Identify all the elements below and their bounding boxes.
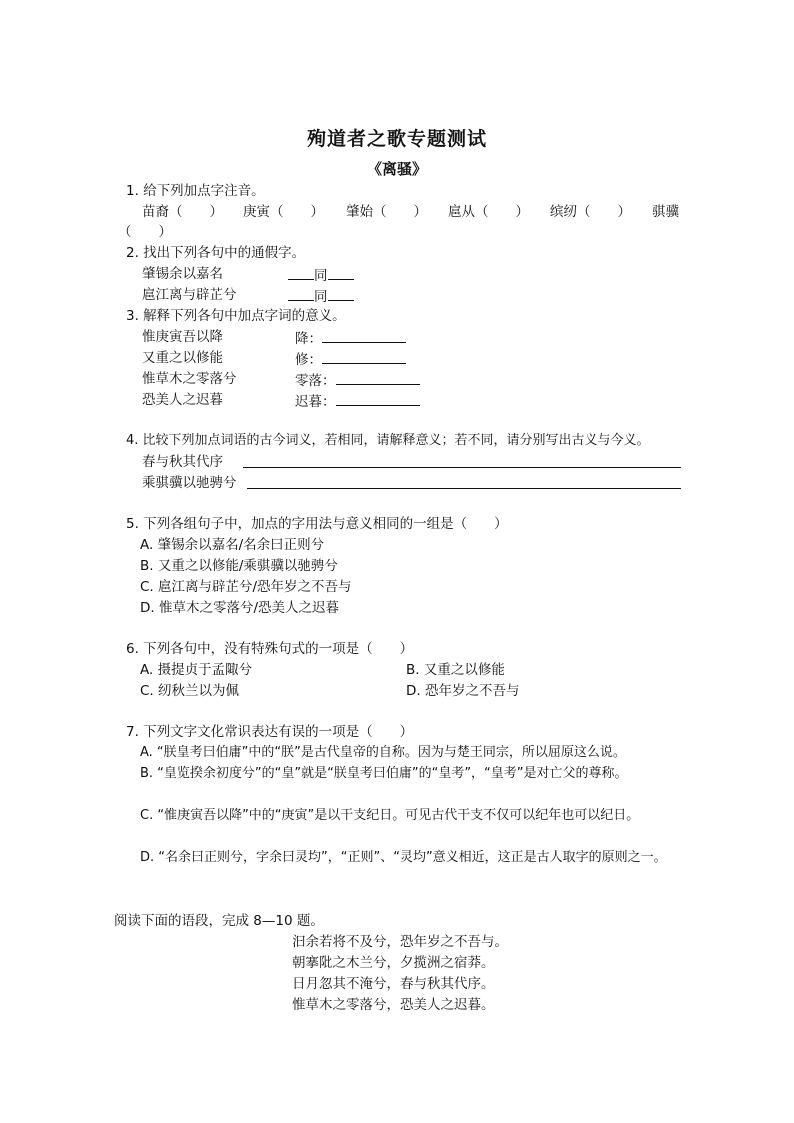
q3-answer: 零落： (295, 370, 420, 390)
q3-sentence: 惟庚寅吾以降 (142, 329, 223, 345)
q4-answer-line (247, 474, 681, 494)
q3-stem: 3. 解释下列各句中加点字词的意义。 (126, 308, 346, 324)
q6-option: A. 摄提贞于孟陬兮 (140, 662, 253, 678)
reading-line: 日月忽其不淹兮，春与秋其代序。 (292, 976, 495, 992)
q1-option: 苗裔（ ） (142, 204, 223, 220)
page-subtitle: 《离骚》 (366, 160, 427, 178)
q4-sentence: 春与秋其代序 (142, 454, 223, 470)
q7-option: B. “皇览揆余初度兮”的“皇”就是“朕皇考曰伯庸”的“皇考”，“皇考”是对亡父的尊称。 (140, 766, 628, 781)
page-title: 殉道者之歌专题测试 (306, 128, 487, 150)
q6-option: D. 恐年岁之不吾与 (406, 683, 520, 699)
q1-option: 缤纫（ ） (550, 204, 631, 220)
q1-option-wrap: （ ） (118, 224, 172, 240)
q4-sentence: 乘骐骥以驰骋兮 (142, 475, 237, 491)
q4-stem: 4. 比较下列加点词语的古今词义，若相同，请解释意义；若不同，请分别写出古义与今义。 (126, 433, 650, 448)
reading-line: 朝搴阰之木兰兮，夕揽洲之宿莽。 (292, 955, 495, 971)
q5-stem: 5. 下列各组句子中，加点的字用法与意义相同的一组是（ ） (126, 516, 508, 532)
q3-sentence: 又重之以修能 (142, 350, 223, 366)
q1-option: 骐骥 (652, 204, 679, 220)
q1-stem: 1. 给下列加点字注音。 (126, 183, 265, 199)
q5-option: D. 惟草木之零落兮/恐美人之迟暮 (140, 600, 340, 616)
q6-option: B. 又重之以修能 (406, 662, 505, 678)
q6-option: C. 纫秋兰以为佩 (140, 683, 240, 699)
q1-option: 肇始（ ） (346, 204, 427, 220)
q3-answer: 迟暮： (295, 391, 420, 411)
q1-option: 庚寅（ ） (243, 204, 324, 220)
q1-option: 扈从（ ） (448, 204, 529, 220)
q4-answer-line (243, 453, 681, 473)
q2-sentence: 扈江离与辟芷兮 (142, 287, 237, 303)
q2-sentence: 肇锡余以嘉名 (142, 266, 223, 282)
q5-option: C. 扈江离与辟芷兮/恐年岁之不吾与 (140, 579, 352, 595)
q3-sentence: 惟草木之零落兮 (142, 371, 237, 387)
q6-stem: 6. 下列各句中，没有特殊句式的一项是（ ） (126, 641, 414, 657)
q7-option: A. “朕皇考曰伯庸”中的“朕”是古代皇帝的自称。因为与楚王同宗，所以屈原这么说。 (140, 745, 626, 760)
reading-line: 惟草木之零落兮，恐美人之迟暮。 (292, 997, 495, 1013)
q7-stem: 7. 下列文字文化常识表达有误的一项是（ ） (126, 724, 414, 740)
q7-option: D. “名余曰正则兮，字余曰灵均”，“正则”、“灵均”意义相近，这正是古人取字的原则之一。 (140, 850, 667, 865)
q3-answer: 修： (295, 349, 406, 369)
q5-option: A. 肇锡余以嘉名/名余曰正则兮 (140, 537, 325, 553)
reading-line: 汩余若将不及兮，恐年岁之不吾与。 (292, 934, 508, 950)
q2-stem: 2. 找出下列各句中的通假字。 (126, 245, 306, 261)
q2-blank: 同 (288, 265, 354, 285)
q2-blank: 同 (288, 286, 354, 306)
q5-option: B. 又重之以修能/乘骐骥以驰骋兮 (140, 558, 338, 574)
q7-option: C. “惟庚寅吾以降”中的“庚寅”是以干支纪日。可见古代干支不仅可以纪年也可以纪日。 (140, 808, 640, 823)
reading-intro: 阅读下面的语段，完成 8—10 题。 (114, 913, 324, 929)
q3-answer: 降： (295, 328, 406, 348)
q3-sentence: 恐美人之迟暮 (142, 392, 223, 408)
